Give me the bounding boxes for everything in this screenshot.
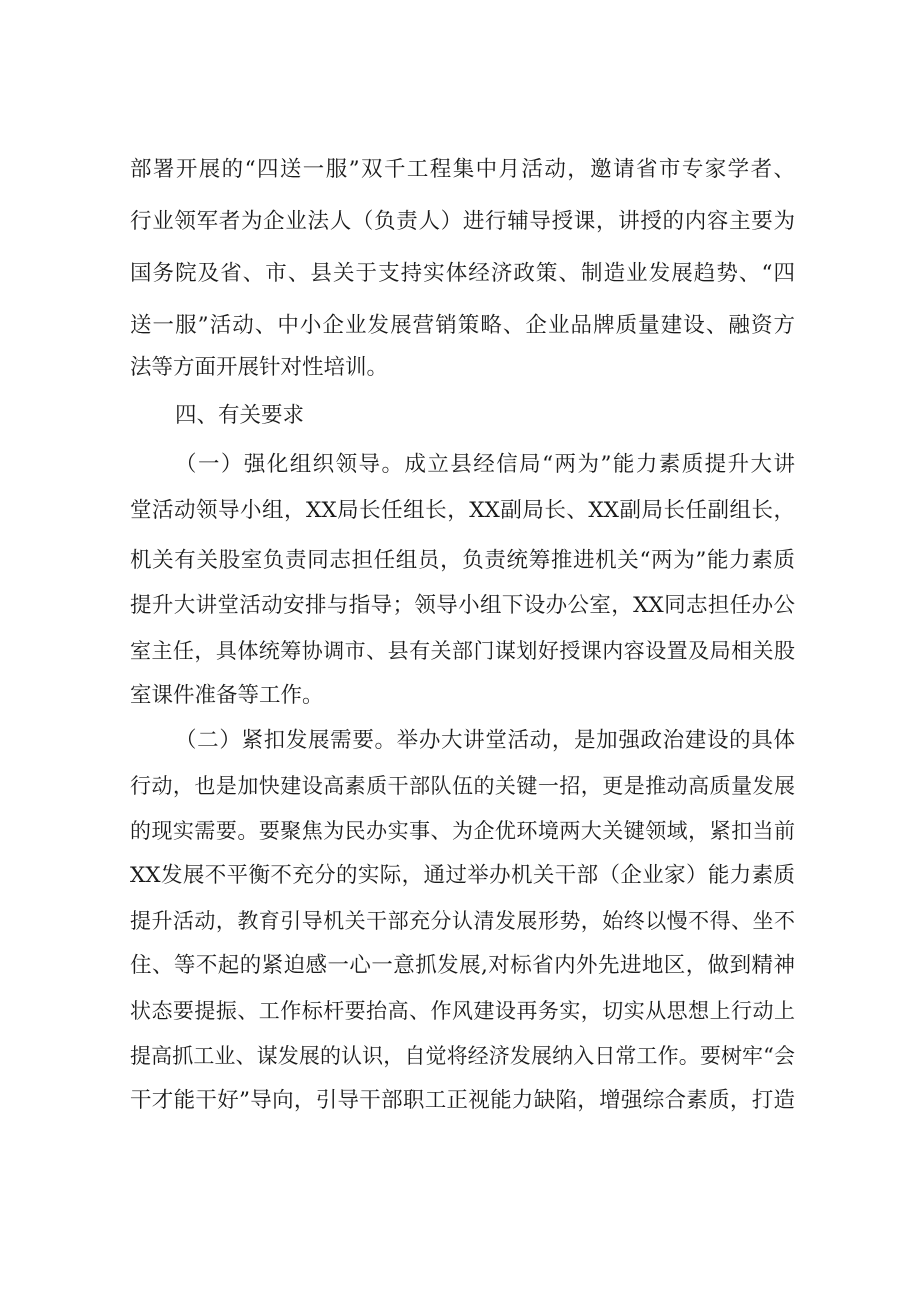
paragraph-line-16: XX发展不平衡不充分的实际，通过举办机关干部（企业家）能力素质 [130,863,795,888]
paragraph-line-20: 提高抓工业、谋发展的认识，自觉将经济发展纳入日常工作。要树牢“会 [130,1044,795,1068]
section-heading: 四、有关要求 [175,403,305,428]
paragraph-line-2: 行业领军者为企业法人（负责人）进行辅导授课，讲授的内容主要为 [130,209,795,234]
paragraph-line-19: 状态要提振、工作标杆要抬高、作风建设再务实，切实从思想上行动上 [130,999,795,1023]
paragraph-line-14: 行动，也是加快建设高素质干部队伍的关键一招，更是推动高质量发展 [130,774,795,798]
paragraph-line-13: （二）紧扣发展需要。举办大讲堂活动，是加强政治建设的具体 [175,728,795,753]
paragraph-line-9: 机关有关股室负责同志担任组员，负责统筹推进机关“两为”能力素质 [130,548,795,573]
paragraph-line-10: 提升大讲堂活动安排与指导；领导小组下设办公室，XX同志担任办公 [130,593,795,618]
paragraph-line-3: 国务院及省、市、县关于支持实体经济政策、制造业发展趋势、“四 [130,261,795,286]
paragraph-line-1: 部署开展的“四送一服”双千工程集中月活动，邀请省市专家学者、 [130,157,795,182]
paragraph-line-7: （一）强化组织领导。成立县经信局“两为”能力素质提升大讲 [175,452,795,477]
paragraph-line-17: 提升活动，教育引导机关干部充分认清发展形势，始终以慢不得、坐不 [130,909,795,933]
paragraph-line-11: 室主任，具体统筹协调市、县有关部门谋划好授课内容设置及局相关股 [130,639,795,663]
paragraph-line-8: 堂活动领导小组，XX局长任组长，XX副局长、XX副局长任副组长， [130,498,795,523]
paragraph-line-4: 送一服”活动、中小企业发展营销策略、企业品牌质量建设、融资方 [130,313,795,338]
paragraph-line-15: 的现实需要。要聚焦为民办实事、为企优环境两大关键领域，紧扣当前 [130,819,795,843]
paragraph-line-12: 室课件准备等工作。 [130,683,324,708]
paragraph-line-18: 住、等不起的紧迫感一心一意抓发展,对标省内外先进地区，做到精神 [130,953,795,978]
paragraph-line-5: 法等方面开展针对性培训。 [130,355,389,380]
paragraph-line-21: 干才能干好”导向，引导干部职工正视能力缺陷，增强综合素质，打造 [130,1088,795,1113]
